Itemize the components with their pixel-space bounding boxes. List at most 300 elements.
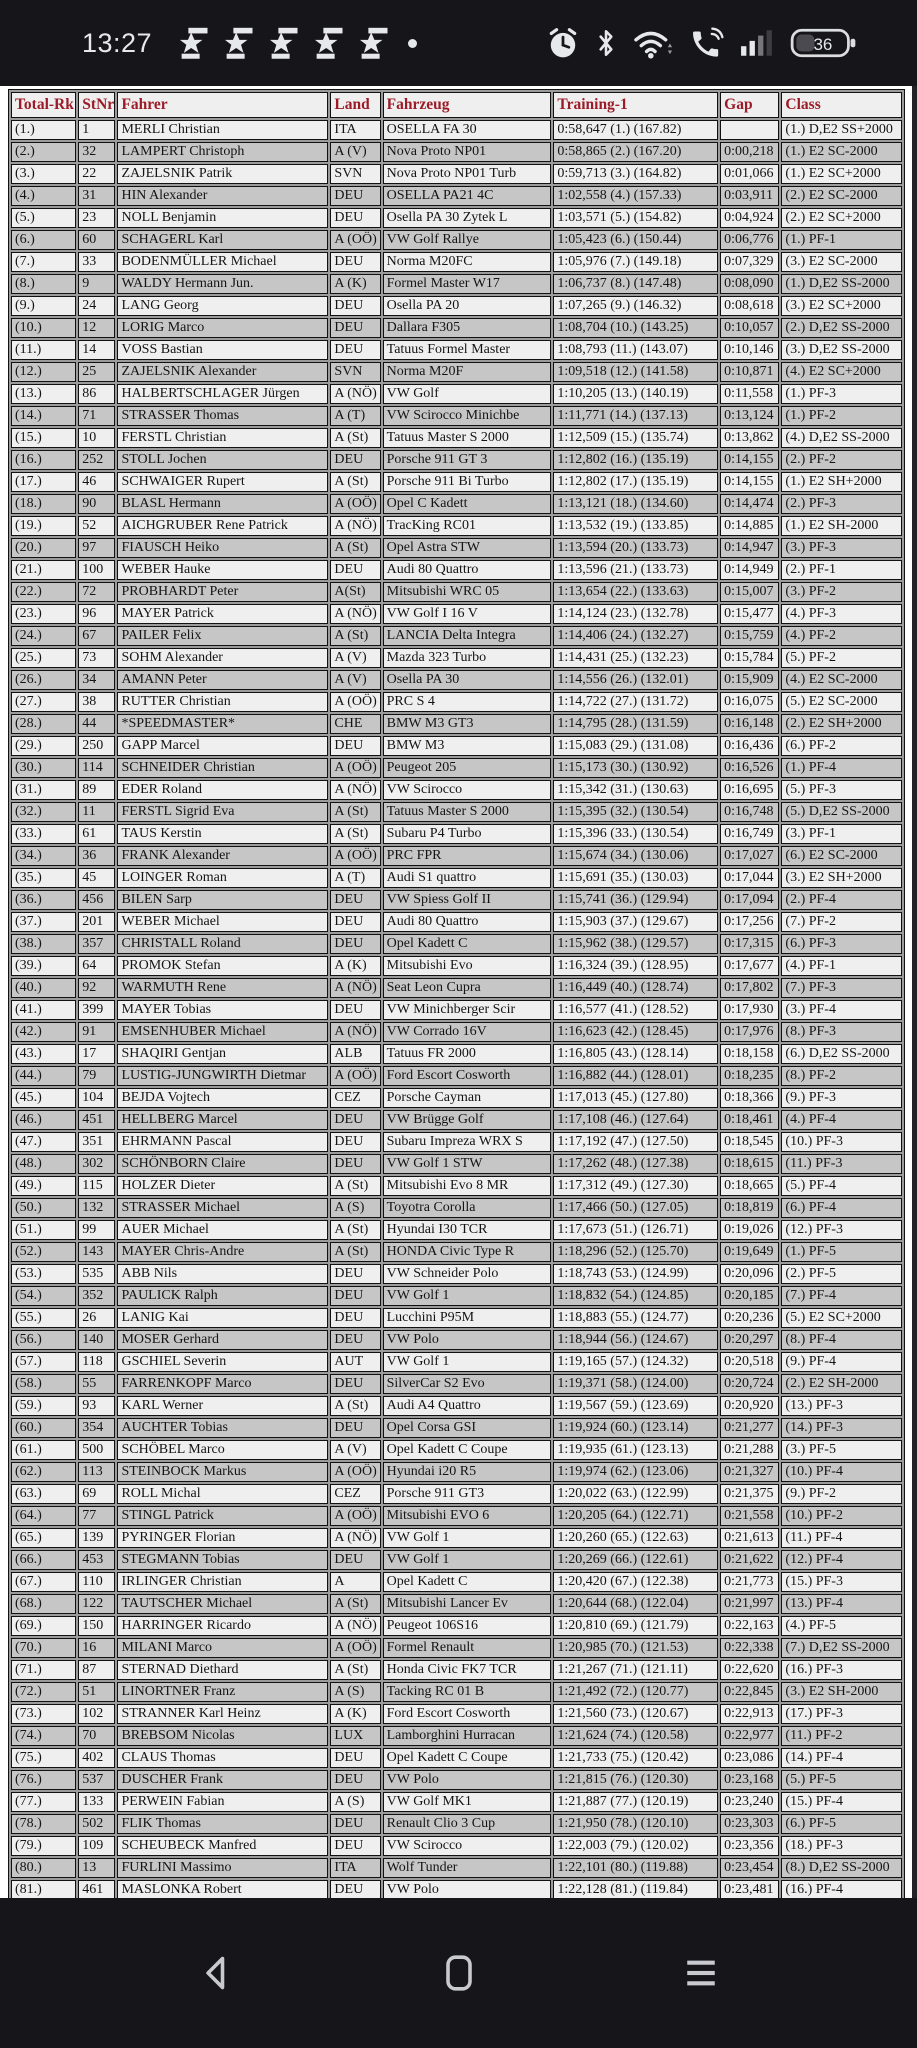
table-cell: A (OÖ): [330, 758, 380, 778]
table-cell: 1:19,165 (57.) (124.32): [553, 1352, 718, 1372]
table-cell: Lamborghini Hurracan: [383, 1726, 552, 1746]
column-header: StNr: [78, 92, 115, 118]
table-cell: (4.) D,E2 SS-2000: [781, 428, 902, 448]
table-cell: 96: [78, 604, 115, 624]
table-cell: (66.): [11, 1550, 76, 1570]
race-app-star-icon: [311, 25, 347, 61]
table-cell: LORIG Marco: [117, 318, 328, 338]
table-row: [11, 1044, 902, 1064]
table-cell: 1:20,644 (68.) (122.04): [553, 1594, 718, 1614]
table-cell: 1:08,793 (11.) (143.07): [553, 340, 718, 360]
table-cell: 0:17,802: [720, 978, 779, 998]
table-cell: BILEN Sarp: [117, 890, 328, 910]
table-cell: DEU: [330, 1748, 380, 1768]
table-row: [11, 208, 902, 228]
table-row: [11, 1264, 902, 1284]
race-app-star-icon: [266, 25, 302, 61]
table-cell: A (OÖ): [330, 1462, 380, 1482]
table-row: [11, 1638, 902, 1658]
table-cell: 0:15,007: [720, 582, 779, 602]
table-cell: 72: [78, 582, 115, 602]
table-cell: Opel Astra STW: [383, 538, 552, 558]
table-cell: 1:22,003 (79.) (120.02): [553, 1836, 718, 1856]
table-cell: 1:15,083 (29.) (131.08): [553, 736, 718, 756]
table-cell: 1:18,944 (56.) (124.67): [553, 1330, 718, 1350]
table-row: [11, 604, 902, 624]
table-cell: (3.) PF-3: [781, 538, 902, 558]
table-cell: (53.): [11, 1264, 76, 1284]
table-cell: 0:23,086: [720, 1748, 779, 1768]
table-cell: Ford Escort Cosworth: [383, 1066, 552, 1086]
table-cell: FRANK Alexander: [117, 846, 328, 866]
table-cell: 0:08,090: [720, 274, 779, 294]
table-cell: A: [330, 1572, 380, 1592]
table-cell: (72.): [11, 1682, 76, 1702]
header-row: [11, 92, 902, 118]
table-cell: TracKing RC01: [383, 516, 552, 536]
table-cell: 9: [78, 274, 115, 294]
table-cell: 33: [78, 252, 115, 272]
bluetooth-icon: [593, 26, 619, 60]
table-cell: Opel Corsa GSI: [383, 1418, 552, 1438]
table-cell: (3.) PF-1: [781, 824, 902, 844]
table-cell: (36.): [11, 890, 76, 910]
table-cell: 1:19,924 (60.) (123.14): [553, 1418, 718, 1438]
table-cell: (33.): [11, 824, 76, 844]
table-cell: Lucchini P95M: [383, 1308, 552, 1328]
table-cell: 1:21,492 (72.) (120.77): [553, 1682, 718, 1702]
table-cell: A (OÖ): [330, 692, 380, 712]
table-cell: CEZ: [330, 1484, 380, 1504]
table-cell: STRANNER Karl Heinz: [117, 1704, 328, 1724]
table-cell: (34.): [11, 846, 76, 866]
table-cell: SCHEUBECK Manfred: [117, 1836, 328, 1856]
table-row: [11, 1242, 902, 1262]
table-cell: (2.) PF-3: [781, 494, 902, 514]
table-cell: STINGL Patrick: [117, 1506, 328, 1526]
home-button[interactable]: [429, 1943, 489, 2003]
table-cell: MERLI Christian: [117, 120, 328, 140]
table-cell: VW Golf MK1: [383, 1792, 552, 1812]
column-header: Class: [781, 92, 902, 118]
table-row: [11, 384, 902, 404]
table-cell: 13: [78, 1858, 115, 1878]
table-cell: 357: [78, 934, 115, 954]
table-cell: 0:21,375: [720, 1484, 779, 1504]
table-cell: 97: [78, 538, 115, 558]
table-cell: EDER Roland: [117, 780, 328, 800]
table-cell: (1.) D,E2 SS-2000: [781, 274, 902, 294]
table-cell: (11.): [11, 340, 76, 360]
table-cell: (67.): [11, 1572, 76, 1592]
table-cell: (2.) PF-2: [781, 450, 902, 470]
table-cell: A (St): [330, 428, 380, 448]
table-row: [11, 274, 902, 294]
table-cell: 1:18,743 (53.) (124.99): [553, 1264, 718, 1284]
table-row: [11, 1726, 902, 1746]
table-cell: A (St): [330, 1594, 380, 1614]
table-cell: (71.): [11, 1660, 76, 1680]
table-cell: 0:17,315: [720, 934, 779, 954]
table-cell: 1:17,108 (46.) (127.64): [553, 1110, 718, 1130]
table-cell: Opel C Kadett: [383, 494, 552, 514]
table-row: [11, 582, 902, 602]
table-cell: Subaru P4 Turbo: [383, 824, 552, 844]
table-cell: DEU: [330, 1880, 380, 1900]
table-cell: (79.): [11, 1836, 76, 1856]
recents-icon: [679, 1951, 723, 1995]
table-cell: (6.) PF-5: [781, 1814, 902, 1834]
table-cell: (13.) PF-4: [781, 1594, 902, 1614]
table-row: [11, 1000, 902, 1020]
table-cell: 0:22,845: [720, 1682, 779, 1702]
table-cell: Audi A4 Quattro: [383, 1396, 552, 1416]
table-cell: 114: [78, 758, 115, 778]
table-cell: 91: [78, 1022, 115, 1042]
table-cell: GAPP Marcel: [117, 736, 328, 756]
battery-percent: 36: [813, 34, 833, 54]
table-cell: Tatuus FR 2000: [383, 1044, 552, 1064]
table-cell: A (V): [330, 142, 380, 162]
table-cell: DEU: [330, 318, 380, 338]
table-row: [11, 846, 902, 866]
table-cell: (3.) E2 SC-2000: [781, 252, 902, 272]
table-cell: ZAJELSNIK Alexander: [117, 362, 328, 382]
table-cell: 69: [78, 1484, 115, 1504]
table-row: [11, 318, 902, 338]
table-cell: A (S): [330, 1792, 380, 1812]
table-cell: (11.) PF-2: [781, 1726, 902, 1746]
table-cell: FARRENKOPF Marco: [117, 1374, 328, 1394]
table-cell: A (St): [330, 626, 380, 646]
table-cell: 1:09,518 (12.) (141.58): [553, 362, 718, 382]
table-cell: Formel Renault: [383, 1638, 552, 1658]
table-cell: (1.) E2 SC+2000: [781, 164, 902, 184]
table-cell: 0:23,356: [720, 1836, 779, 1856]
table-cell: (6.) E2 SC-2000: [781, 846, 902, 866]
table-cell: 0:11,558: [720, 384, 779, 404]
table-cell: STRASSER Michael: [117, 1198, 328, 1218]
table-row: [11, 1836, 902, 1856]
table-cell: 537: [78, 1770, 115, 1790]
table-cell: 0:16,075: [720, 692, 779, 712]
more-notifications-dot-icon: [408, 39, 417, 48]
results-webview[interactable]: [0, 86, 917, 1898]
table-cell: 1:14,556 (26.) (132.01): [553, 670, 718, 690]
table-cell: Tatuus Formel Master: [383, 340, 552, 360]
table-cell: A (T): [330, 868, 380, 888]
table-cell: 250: [78, 736, 115, 756]
table-cell: (60.): [11, 1418, 76, 1438]
table-cell: 0:18,665: [720, 1176, 779, 1196]
table-cell: 1:19,567 (59.) (123.69): [553, 1396, 718, 1416]
table-cell: (52.): [11, 1242, 76, 1262]
table-row: [11, 1858, 902, 1878]
table-cell: SilverCar S2 Evo: [383, 1374, 552, 1394]
table-cell: 0:14,947: [720, 538, 779, 558]
table-cell: (1.) PF-1: [781, 230, 902, 250]
table-cell: (3.) E2 SC+2000: [781, 296, 902, 316]
table-cell: BODENMÜLLER Michael: [117, 252, 328, 272]
table-cell: (10.): [11, 318, 76, 338]
table-cell: (3.) PF-2: [781, 582, 902, 602]
table-cell: 1:02,558 (4.) (157.33): [553, 186, 718, 206]
table-cell: 55: [78, 1374, 115, 1394]
table-cell: PRC FPR: [383, 846, 552, 866]
table-cell: SOHM Alexander: [117, 648, 328, 668]
table-cell: (12.) PF-3: [781, 1220, 902, 1240]
table-cell: 0:16,748: [720, 802, 779, 822]
table-cell: 0:22,913: [720, 1704, 779, 1724]
table-cell: WARMUTH Rene: [117, 978, 328, 998]
table-cell: (5.) PF-5: [781, 1770, 902, 1790]
table-cell: 0:00,218: [720, 142, 779, 162]
table-row: [11, 736, 902, 756]
table-cell: 0:16,526: [720, 758, 779, 778]
table-cell: 0:14,155: [720, 472, 779, 492]
table-cell: 1:20,260 (65.) (122.63): [553, 1528, 718, 1548]
table-cell: 0:58,865 (2.) (167.20): [553, 142, 718, 162]
alarm-icon: [546, 26, 580, 60]
table-cell: 0:21,622: [720, 1550, 779, 1570]
table-cell: SCHAGERL Karl: [117, 230, 328, 250]
table-cell: 93: [78, 1396, 115, 1416]
table-cell: Wolf Tunder: [383, 1858, 552, 1878]
table-cell: ALB: [330, 1044, 380, 1064]
table-cell: A (St): [330, 472, 380, 492]
scrollbar-track[interactable]: [912, 86, 917, 1898]
table-cell: 1:10,205 (13.) (140.19): [553, 384, 718, 404]
table-cell: 402: [78, 1748, 115, 1768]
table-cell: (76.): [11, 1770, 76, 1790]
table-row: [11, 890, 902, 910]
table-row: [11, 450, 902, 470]
table-cell: 0:20,920: [720, 1396, 779, 1416]
table-cell: (23.): [11, 604, 76, 624]
table-cell: 0:01,066: [720, 164, 779, 184]
table-cell: 1:05,423 (6.) (150.44): [553, 230, 718, 250]
table-cell: 67: [78, 626, 115, 646]
table-row: [11, 252, 902, 272]
table-cell: (8.) D,E2 SS-2000: [781, 1858, 902, 1878]
table-cell: 0:13,124: [720, 406, 779, 426]
table-cell: DEU: [330, 736, 380, 756]
table-cell: 0:21,997: [720, 1594, 779, 1614]
table-row: [11, 538, 902, 558]
timing-results-table: [8, 89, 905, 1991]
table-cell: DEU: [330, 450, 380, 470]
back-button[interactable]: [187, 1943, 247, 2003]
table-cell: (12.) PF-4: [781, 1550, 902, 1570]
table-cell: DEU: [330, 890, 380, 910]
table-cell: 61: [78, 824, 115, 844]
table-cell: DEU: [330, 1154, 380, 1174]
table-cell: 0:15,784: [720, 648, 779, 668]
table-cell: 0:18,615: [720, 1154, 779, 1174]
table-cell: (20.): [11, 538, 76, 558]
table-cell: 352: [78, 1286, 115, 1306]
table-cell: 1:15,903 (37.) (129.67): [553, 912, 718, 932]
table-cell: (1.) D,E2 SS+2000: [781, 120, 902, 140]
table-cell: 1:16,805 (43.) (128.14): [553, 1044, 718, 1064]
table-cell: Mitsubishi Evo 8 MR: [383, 1176, 552, 1196]
table-cell: (74.): [11, 1726, 76, 1746]
table-cell: VW Golf 1: [383, 1286, 552, 1306]
table-cell: 1:18,832 (54.) (124.85): [553, 1286, 718, 1306]
table-cell: Audi 80 Quattro: [383, 560, 552, 580]
table-cell: AUT: [330, 1352, 380, 1372]
table-cell: LANCIA Delta Integra: [383, 626, 552, 646]
table-cell: FERSTL Christian: [117, 428, 328, 448]
table-cell: 0:21,613: [720, 1528, 779, 1548]
table-cell: SCHWAIGER Rupert: [117, 472, 328, 492]
table-cell: Formel Master W17: [383, 274, 552, 294]
table-cell: (12.): [11, 362, 76, 382]
table-cell: ABB Nils: [117, 1264, 328, 1284]
table-cell: 1:16,882 (44.) (128.01): [553, 1066, 718, 1086]
table-cell: VW Golf 1: [383, 1528, 552, 1548]
table-cell: DEU: [330, 1286, 380, 1306]
recents-button[interactable]: [671, 1943, 731, 2003]
table-cell: A (S): [330, 1682, 380, 1702]
table-cell: (5.) PF-2: [781, 648, 902, 668]
table-cell: AMANN Peter: [117, 670, 328, 690]
table-cell: Porsche 911 GT3: [383, 1484, 552, 1504]
table-cell: Mazda 323 Turbo: [383, 648, 552, 668]
table-cell: (43.): [11, 1044, 76, 1064]
table-cell: 1:13,654 (22.) (133.63): [553, 582, 718, 602]
table-cell: (14.) PF-3: [781, 1418, 902, 1438]
table-cell: (8.): [11, 274, 76, 294]
table-row: [11, 164, 902, 184]
table-cell: 1:20,810 (69.) (121.79): [553, 1616, 718, 1636]
back-icon: [195, 1951, 239, 1995]
table-cell: (18.): [11, 494, 76, 514]
table-cell: VW Golf I 16 V: [383, 604, 552, 624]
table-cell: VW Scirocco: [383, 1836, 552, 1856]
table-cell: Honda Civic FK7 TCR: [383, 1660, 552, 1680]
table-cell: A (St): [330, 802, 380, 822]
table-cell: (37.): [11, 912, 76, 932]
table-cell: RUTTER Christian: [117, 692, 328, 712]
table-cell: 0:16,148: [720, 714, 779, 734]
table-cell: DEU: [330, 186, 380, 206]
table-row: [11, 1572, 902, 1592]
table-cell: ROLL Michal: [117, 1484, 328, 1504]
table-cell: 143: [78, 1242, 115, 1262]
table-cell: MILANI Marco: [117, 1638, 328, 1658]
table-cell: (6.) PF-3: [781, 934, 902, 954]
table-cell: 79: [78, 1066, 115, 1086]
table-cell: 1:17,466 (50.) (127.05): [553, 1198, 718, 1218]
navigation-bar: [0, 1898, 917, 2048]
table-cell: A (S): [330, 1198, 380, 1218]
table-row: [11, 1528, 902, 1548]
table-cell: HIN Alexander: [117, 186, 328, 206]
table-cell: DEU: [330, 1330, 380, 1350]
table-cell: (5.) E2 SC+2000: [781, 1308, 902, 1328]
table-cell: (14.) PF-4: [781, 1748, 902, 1768]
table-cell: 38: [78, 692, 115, 712]
table-cell: 1:21,887 (77.) (120.19): [553, 1792, 718, 1812]
table-cell: 1:20,022 (63.) (122.99): [553, 1484, 718, 1504]
table-cell: Nova Proto NP01 Turb: [383, 164, 552, 184]
table-cell: 1:20,205 (64.) (122.71): [553, 1506, 718, 1526]
table-cell: A (NÖ): [330, 1616, 380, 1636]
table-cell: DEU: [330, 1000, 380, 1020]
table-cell: A (NÖ): [330, 516, 380, 536]
table-cell: 1:03,571 (5.) (154.82): [553, 208, 718, 228]
table-cell: 104: [78, 1088, 115, 1108]
table-cell: 1:21,624 (74.) (120.58): [553, 1726, 718, 1746]
table-cell: 92: [78, 978, 115, 998]
table-row: [11, 956, 902, 976]
table-cell: (44.): [11, 1066, 76, 1086]
table-cell: 0:10,146: [720, 340, 779, 360]
table-cell: (1.): [11, 120, 76, 140]
table-cell: (26.): [11, 670, 76, 690]
table-cell: A (St): [330, 1396, 380, 1416]
table-cell: 0:21,773: [720, 1572, 779, 1592]
table-cell: 133: [78, 1792, 115, 1812]
table-cell: (8.) PF-3: [781, 1022, 902, 1042]
table-cell: (1.) E2 SH-2000: [781, 516, 902, 536]
table-cell: DEU: [330, 252, 380, 272]
table-cell: 1:19,371 (58.) (124.00): [553, 1374, 718, 1394]
table-cell: Audi S1 quattro: [383, 868, 552, 888]
table-cell: 354: [78, 1418, 115, 1438]
table-cell: Tatuus Master S 2000: [383, 802, 552, 822]
table-cell: A (OÖ): [330, 1638, 380, 1658]
table-cell: MAYER Tobias: [117, 1000, 328, 1020]
table-cell: 26: [78, 1308, 115, 1328]
table-cell: (19.): [11, 516, 76, 536]
table-row: [11, 1880, 902, 1900]
table-row: [11, 1462, 902, 1482]
table-cell: (7.) D,E2 SS-2000: [781, 1638, 902, 1658]
table-cell: 500: [78, 1440, 115, 1460]
table-cell: Audi 80 Quattro: [383, 912, 552, 932]
table-cell: (27.): [11, 692, 76, 712]
table-cell: (1.) PF-5: [781, 1242, 902, 1262]
race-app-star-icon: [356, 25, 392, 61]
table-cell: 0:18,819: [720, 1198, 779, 1218]
table-cell: 64: [78, 956, 115, 976]
table-cell: 102: [78, 1704, 115, 1724]
table-cell: BLASL Hermann: [117, 494, 328, 514]
table-row: [11, 1308, 902, 1328]
table-cell: DEU: [330, 912, 380, 932]
table-row: [11, 1418, 902, 1438]
table-cell: (16.) PF-3: [781, 1660, 902, 1680]
table-row: [11, 472, 902, 492]
table-cell: VW Golf 1 STW: [383, 1154, 552, 1174]
table-cell: 24: [78, 296, 115, 316]
table-cell: 89: [78, 780, 115, 800]
table-cell: 1:13,121 (18.) (134.60): [553, 494, 718, 514]
table-cell: DEU: [330, 340, 380, 360]
table-cell: LINORTNER Franz: [117, 1682, 328, 1702]
table-row: [11, 362, 902, 382]
table-cell: STEINBOCK Markus: [117, 1462, 328, 1482]
table-cell: DEU: [330, 1814, 380, 1834]
table-cell: Norma M20FC: [383, 252, 552, 272]
table-cell: (1.) PF-4: [781, 758, 902, 778]
table-cell: (78.): [11, 1814, 76, 1834]
table-cell: 36: [78, 846, 115, 866]
table-cell: (38.): [11, 934, 76, 954]
table-cell: HELLBERG Marcel: [117, 1110, 328, 1130]
